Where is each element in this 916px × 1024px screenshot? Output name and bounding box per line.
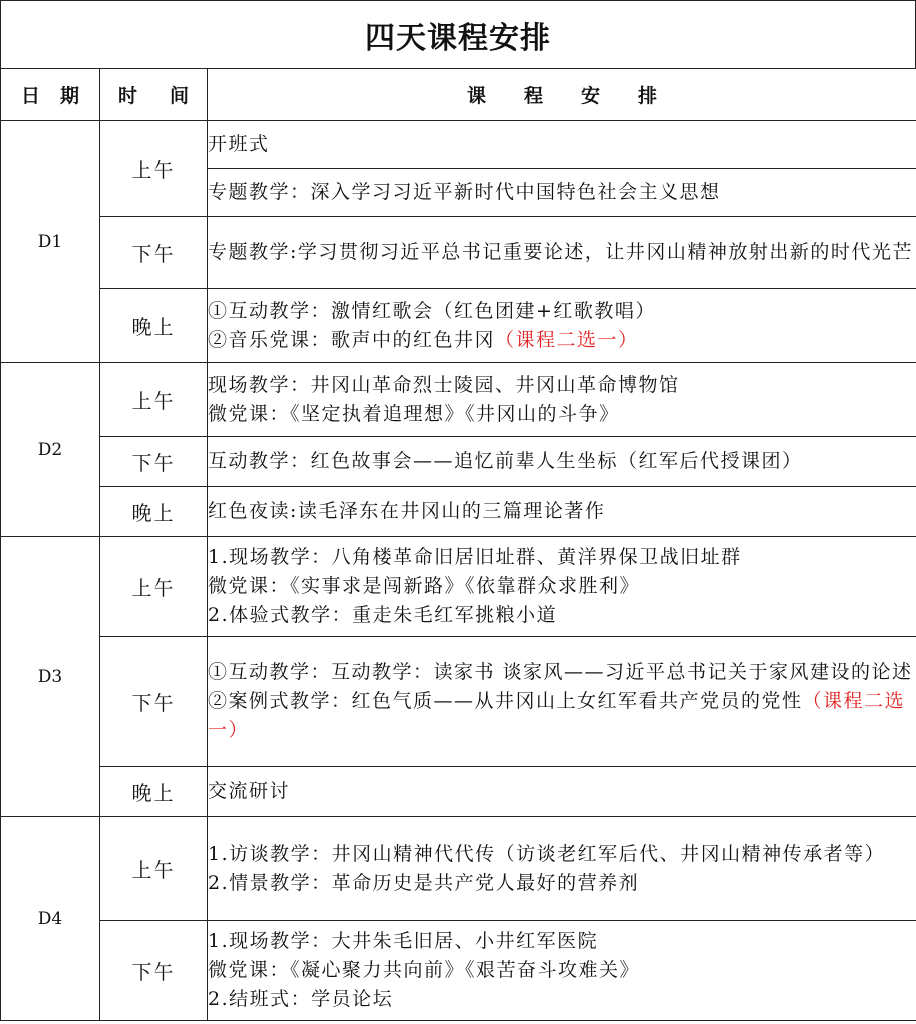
header-schedule-char: 课 — [466, 85, 486, 107]
header-date-char: 期 — [59, 85, 79, 107]
time-slot: 下午 — [100, 921, 208, 1021]
header-time-char: 时 — [118, 85, 138, 107]
course-text: 2.情景教学：革命历史是共产党人最好的营养剂 — [208, 871, 640, 894]
course-text: 交流研讨 — [208, 780, 291, 802]
course-line — [208, 601, 916, 630]
course-line — [208, 840, 916, 869]
course-text: 现场教学：井冈山革命烈士陵园、井冈山革命博物馆 — [208, 373, 680, 396]
time-slot: 下午 — [100, 217, 208, 289]
course-text: 专题教学：深入学习习近平新时代中国特色社会主义思想 — [208, 181, 721, 203]
day-label: D3 — [1, 537, 100, 817]
day-label: D4 — [1, 817, 100, 1021]
course-line — [208, 927, 916, 956]
time-slot: 上午 — [100, 537, 208, 637]
course-text: ②案例式教学：红色气质——从井冈山上女红军看共产党员的党性 — [208, 690, 803, 712]
schedule-table — [0, 68, 916, 1021]
schedule-row — [1, 637, 916, 767]
course-text: ②音乐党课：歌声中的红色井冈 — [208, 328, 496, 351]
course-line — [208, 869, 916, 898]
course-text: 红色夜读:读毛泽东在井冈山的三篇理论著作 — [208, 500, 606, 522]
schedule-row — [1, 537, 916, 637]
schedule-row — [1, 289, 916, 363]
course-line — [208, 400, 916, 429]
course-line — [208, 985, 916, 1014]
course-text: 1.现场教学：大井朱毛旧居、小井红军医院 — [208, 930, 599, 952]
course-line — [208, 543, 916, 572]
course-cell — [208, 363, 916, 437]
course-cell — [208, 437, 916, 487]
course-line — [208, 297, 916, 326]
header-time — [100, 69, 208, 121]
course-line — [208, 130, 916, 159]
schedule-row — [1, 121, 916, 169]
course-line — [208, 777, 916, 806]
course-cell — [208, 217, 916, 289]
course-cell — [208, 121, 916, 169]
course-cell — [208, 537, 916, 637]
day-label: D1 — [1, 121, 100, 363]
schedule-row — [1, 487, 916, 537]
course-cell — [208, 767, 916, 817]
course-line — [208, 371, 916, 400]
schedule-row — [1, 921, 916, 1021]
course-text: 专题教学:学习贯彻习近平总书记重要论述，让井冈山精神放射出新的时代光芒 — [208, 241, 913, 263]
course-text: 微党课：《坚定执着追理想》《井冈山的斗争》 — [208, 402, 620, 425]
header-date-char: 日 — [21, 85, 41, 107]
day-label: D2 — [1, 363, 100, 537]
time-slot: 晚上 — [100, 289, 208, 363]
course-line — [208, 447, 916, 476]
course-text: 1.访谈教学：井冈山精神代代传（访谈老红军后代、井冈山精神传承者等） — [208, 842, 886, 865]
header-schedule-char: 程 — [523, 85, 543, 107]
schedule-row — [1, 363, 916, 437]
course-text: 2.体验式教学：重走朱毛红军挑粮小道 — [208, 604, 558, 626]
header-schedule-char: 安 — [581, 85, 601, 107]
page-title: 四天课程安排 — [0, 0, 916, 68]
schedule-row — [1, 217, 916, 289]
header-schedule-char: 排 — [638, 85, 658, 107]
course-note: （课程二选一） — [208, 690, 906, 741]
course-text: 微党课：《凝心聚力共向前》《艰苦奋斗攻难关》 — [208, 959, 641, 981]
course-line — [208, 658, 916, 687]
course-line — [208, 956, 916, 985]
course-line — [208, 497, 916, 526]
course-cell — [208, 817, 916, 921]
header-date — [1, 69, 100, 121]
time-slot: 下午 — [100, 437, 208, 487]
course-text: 2.结班式：学员论坛 — [208, 988, 394, 1010]
time-slot: 下午 — [100, 637, 208, 767]
time-slot: 上午 — [100, 817, 208, 921]
course-line — [208, 687, 916, 745]
course-text: 开班式 — [208, 133, 270, 155]
time-slot: 上午 — [100, 121, 208, 217]
course-note: （课程二选一） — [495, 328, 639, 351]
course-cell — [208, 637, 916, 767]
course-cell — [208, 487, 916, 537]
course-line — [208, 572, 916, 601]
course-line — [208, 238, 916, 267]
time-slot: 上午 — [100, 363, 208, 437]
time-slot: 晚上 — [100, 487, 208, 537]
course-text: ①互动教学：激情红歌会（红色团建+红歌教唱） — [208, 299, 656, 322]
course-text: 互动教学：红色故事会——追忆前辈人生坐标（红军后代授课团） — [208, 450, 803, 472]
course-text: 微党课：《实事求是闯新路》《依靠群众求胜利》 — [208, 575, 641, 597]
course-cell — [208, 169, 916, 217]
schedule-row — [1, 817, 916, 921]
header-schedule — [208, 69, 916, 121]
course-text: 1.现场教学：八角楼革命旧居旧址群、黄洋界保卫战旧址群 — [208, 546, 742, 568]
course-text: ①互动教学：互动教学：读家书 谈家风——习近平总书记关于家风建设的论述 — [208, 661, 913, 683]
header-row — [1, 69, 916, 121]
time-slot: 晚上 — [100, 767, 208, 817]
schedule-body — [1, 121, 916, 1021]
header-time-char: 间 — [169, 85, 189, 107]
course-line — [208, 326, 916, 355]
schedule-row — [1, 437, 916, 487]
course-cell — [208, 289, 916, 363]
schedule-row — [1, 767, 916, 817]
course-cell — [208, 921, 916, 1021]
course-line — [208, 178, 916, 207]
